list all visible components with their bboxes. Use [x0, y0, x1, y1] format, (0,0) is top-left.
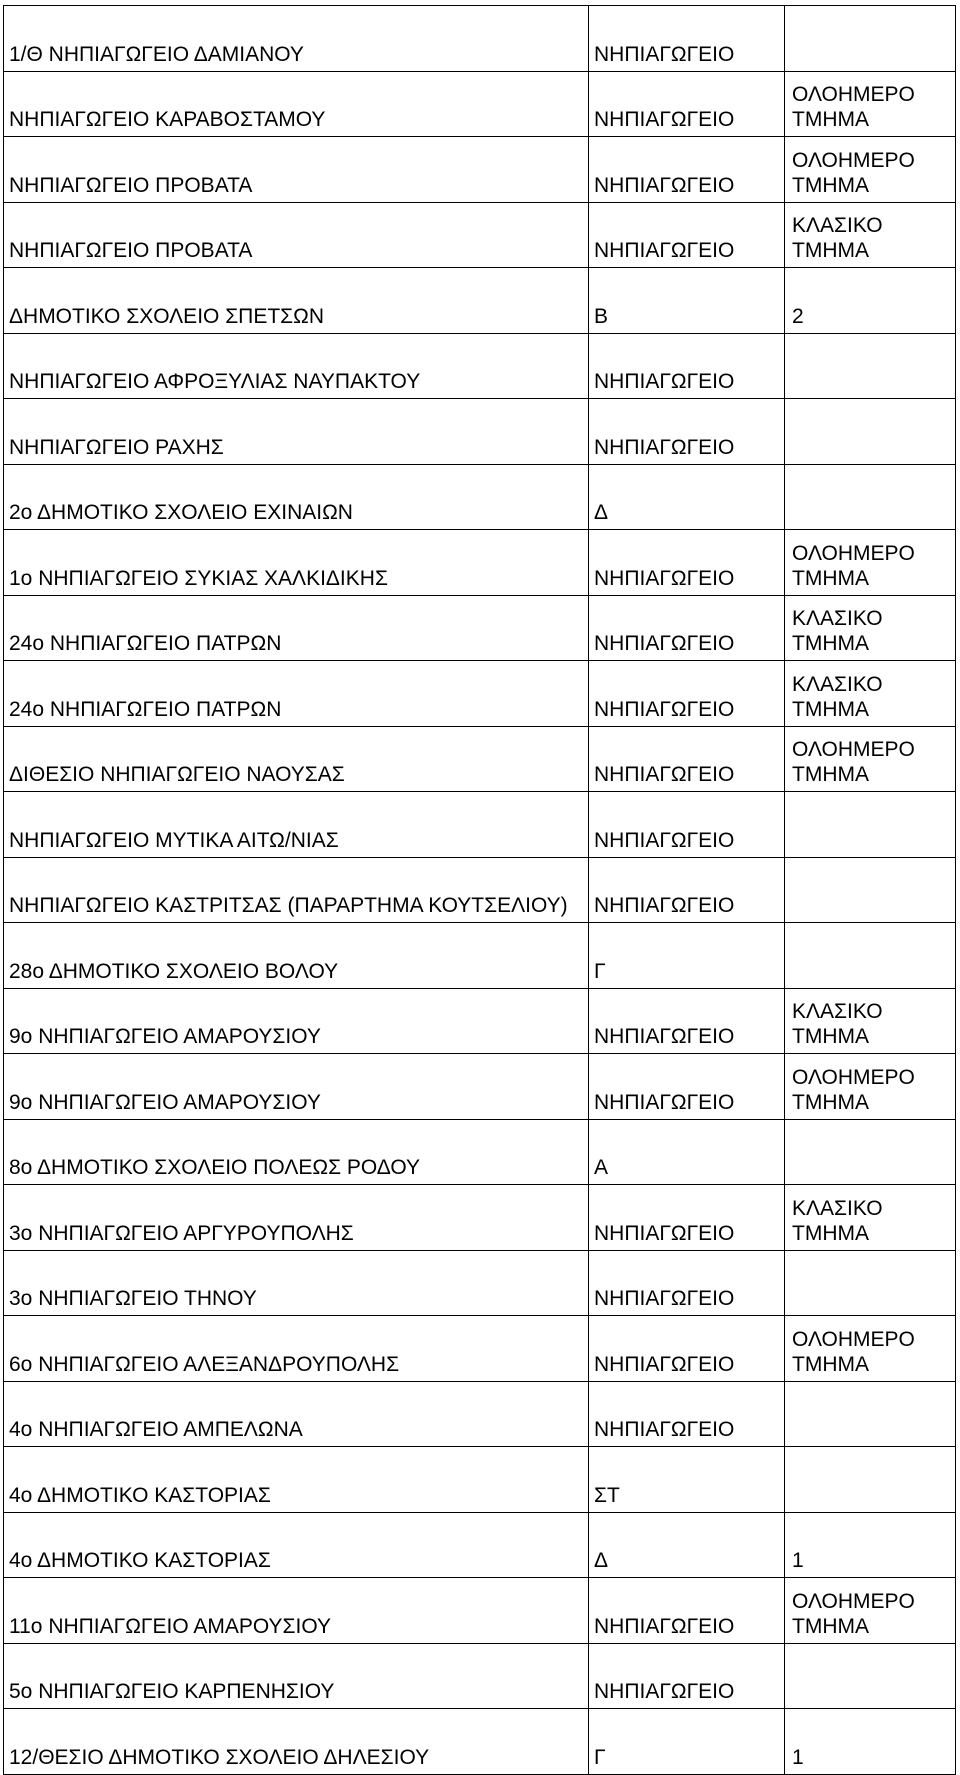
section-cell: [785, 1381, 956, 1447]
table-row: [4, 530, 956, 596]
class-cell: ΝΗΠΙΑΓΩΓΕΙΟ: [589, 399, 785, 465]
section-cell: [785, 333, 956, 399]
school-name-cell: 24ο ΝΗΠΙΑΓΩΓΕΙΟ ΠΑΤΡΩΝ: [4, 595, 589, 661]
section-cell: [785, 857, 956, 923]
school-name-cell: ΝΗΠΙΑΓΩΓΕΙΟ ΚΑΡΑΒΟΣΤΑΜΟΥ: [4, 71, 589, 137]
section-cell: ΚΛΑΣΙΚΟ ΤΜΗΜΑ: [785, 1185, 956, 1251]
section-cell: ΟΛΟΗΜΕΡΟ ΤΜΗΜΑ: [785, 137, 956, 203]
section-cell: ΟΛΟΗΜΕΡΟ ΤΜΗΜΑ: [785, 1054, 956, 1120]
table-row: [4, 1054, 956, 1120]
class-cell: Δ: [589, 464, 785, 530]
section-cell: ΚΛΑΣΙΚΟ ΤΜΗΜΑ: [785, 202, 956, 268]
section-cell: 1: [785, 1709, 956, 1775]
section-cell: [785, 399, 956, 465]
class-cell: ΣΤ: [589, 1447, 785, 1513]
class-cell: ΝΗΠΙΑΓΩΓΕΙΟ: [589, 1054, 785, 1120]
class-cell: ΝΗΠΙΑΓΩΓΕΙΟ: [589, 137, 785, 203]
table-row: [4, 1578, 956, 1644]
school-name-cell: 1ο ΝΗΠΙΑΓΩΓΕΙΟ ΣΥΚΙΑΣ ΧΑΛΚΙΔΙΚΗΣ: [4, 530, 589, 596]
class-cell: ΝΗΠΙΑΓΩΓΕΙΟ: [589, 530, 785, 596]
class-cell: ΝΗΠΙΑΓΩΓΕΙΟ: [589, 1250, 785, 1316]
table-row: [4, 71, 956, 137]
table-row: [4, 1250, 956, 1316]
table-row: [4, 1447, 956, 1513]
table-row: [4, 137, 956, 203]
table-row: [4, 923, 956, 989]
school-name-cell: 4ο ΝΗΠΙΑΓΩΓΕΙΟ ΑΜΠΕΛΩΝΑ: [4, 1381, 589, 1447]
class-cell: Α: [589, 1119, 785, 1185]
section-cell: [785, 1447, 956, 1513]
school-name-cell: 9ο ΝΗΠΙΑΓΩΓΕΙΟ ΑΜΑΡΟΥΣΙΟΥ: [4, 1054, 589, 1120]
section-cell: [785, 1250, 956, 1316]
table-row: [4, 661, 956, 727]
class-cell: Γ: [589, 923, 785, 989]
school-name-cell: ΝΗΠΙΑΓΩΓΕΙΟ ΠΡΟΒΑΤΑ: [4, 202, 589, 268]
class-cell: ΝΗΠΙΑΓΩΓΕΙΟ: [589, 857, 785, 923]
school-name-cell: 11ο ΝΗΠΙΑΓΩΓΕΙΟ ΑΜΑΡΟΥΣΙΟΥ: [4, 1578, 589, 1644]
school-name-cell: 3ο ΝΗΠΙΑΓΩΓΕΙΟ ΑΡΓΥΡΟΥΠΟΛΗΣ: [4, 1185, 589, 1251]
school-name-cell: ΝΗΠΙΑΓΩΓΕΙΟ ΜΥΤΙΚΑ ΑΙΤΩ/ΝΙΑΣ: [4, 792, 589, 858]
table-row: [4, 399, 956, 465]
table-row: [4, 1709, 956, 1775]
section-cell: ΟΛΟΗΜΕΡΟ ΤΜΗΜΑ: [785, 1316, 956, 1382]
school-name-cell: 4ο ΔΗΜΟΤΙΚΟ ΚΑΣΤΟΡΙΑΣ: [4, 1447, 589, 1513]
table-row: [4, 1512, 956, 1578]
school-name-cell: ΝΗΠΙΑΓΩΓΕΙΟ ΑΦΡΟΞΥΛΙΑΣ ΝΑΥΠΑΚΤΟΥ: [4, 333, 589, 399]
table-row: [4, 726, 956, 792]
table-row: [4, 792, 956, 858]
school-name-cell: 6ο ΝΗΠΙΑΓΩΓΕΙΟ ΑΛΕΞΑΝΔΡΟΥΠΟΛΗΣ: [4, 1316, 589, 1382]
class-cell: ΝΗΠΙΑΓΩΓΕΙΟ: [589, 988, 785, 1054]
table-row: [4, 464, 956, 530]
class-cell: ΝΗΠΙΑΓΩΓΕΙΟ: [589, 595, 785, 661]
table-row: [4, 202, 956, 268]
section-cell: ΟΛΟΗΜΕΡΟ ΤΜΗΜΑ: [785, 71, 956, 137]
school-name-cell: 28ο ΔΗΜΟΤΙΚΟ ΣΧΟΛΕΙΟ ΒΟΛΟΥ: [4, 923, 589, 989]
table-row: [4, 1185, 956, 1251]
school-name-cell: ΔΗΜΟΤΙΚΟ ΣΧΟΛΕΙΟ ΣΠΕΤΣΩΝ: [4, 268, 589, 334]
class-cell: ΝΗΠΙΑΓΩΓΕΙΟ: [589, 1578, 785, 1644]
school-name-cell: 5ο ΝΗΠΙΑΓΩΓΕΙΟ ΚΑΡΠΕΝΗΣΙΟΥ: [4, 1643, 589, 1709]
table-row: [4, 857, 956, 923]
class-cell: ΝΗΠΙΑΓΩΓΕΙΟ: [589, 202, 785, 268]
section-cell: 2: [785, 268, 956, 334]
section-cell: [785, 1119, 956, 1185]
section-cell: [785, 6, 956, 72]
class-cell: ΝΗΠΙΑΓΩΓΕΙΟ: [589, 726, 785, 792]
schools-table: [3, 5, 956, 1775]
school-name-cell: 12/ΘΕΣΙΟ ΔΗΜΟΤΙΚΟ ΣΧΟΛΕΙΟ ΔΗΛΕΣΙΟΥ: [4, 1709, 589, 1775]
school-name-cell: 24ο ΝΗΠΙΑΓΩΓΕΙΟ ΠΑΤΡΩΝ: [4, 661, 589, 727]
school-name-cell: ΝΗΠΙΑΓΩΓΕΙΟ ΚΑΣΤΡΙΤΣΑΣ (ΠΑΡΑΡΤΗΜΑ ΚΟΥΤΣΕΛΙΟΥ): [4, 857, 589, 923]
section-cell: ΟΛΟΗΜΕΡΟ ΤΜΗΜΑ: [785, 530, 956, 596]
section-cell: ΚΛΑΣΙΚΟ ΤΜΗΜΑ: [785, 988, 956, 1054]
section-cell: [785, 464, 956, 530]
table-row: [4, 333, 956, 399]
class-cell: ΝΗΠΙΑΓΩΓΕΙΟ: [589, 1316, 785, 1382]
class-cell: ΝΗΠΙΑΓΩΓΕΙΟ: [589, 1381, 785, 1447]
table-row: [4, 1316, 956, 1382]
school-name-cell: 8ο ΔΗΜΟΤΙΚΟ ΣΧΟΛΕΙΟ ΠΟΛΕΩΣ ΡΟΔΟΥ: [4, 1119, 589, 1185]
school-name-cell: 2ο ΔΗΜΟΤΙΚΟ ΣΧΟΛΕΙΟ ΕΧΙΝΑΙΩΝ: [4, 464, 589, 530]
school-name-cell: 9ο ΝΗΠΙΑΓΩΓΕΙΟ ΑΜΑΡΟΥΣΙΟΥ: [4, 988, 589, 1054]
table-row: [4, 1381, 956, 1447]
table-row: [4, 988, 956, 1054]
table-row: [4, 1119, 956, 1185]
class-cell: ΝΗΠΙΑΓΩΓΕΙΟ: [589, 71, 785, 137]
section-cell: 1: [785, 1512, 956, 1578]
section-cell: [785, 1643, 956, 1709]
table-row: [4, 595, 956, 661]
class-cell: Β: [589, 268, 785, 334]
class-cell: Δ: [589, 1512, 785, 1578]
class-cell: ΝΗΠΙΑΓΩΓΕΙΟ: [589, 1643, 785, 1709]
schools-table-body: [4, 6, 956, 1775]
school-name-cell: ΝΗΠΙΑΓΩΓΕΙΟ ΡΑΧΗΣ: [4, 399, 589, 465]
class-cell: ΝΗΠΙΑΓΩΓΕΙΟ: [589, 792, 785, 858]
section-cell: [785, 923, 956, 989]
class-cell: Γ: [589, 1709, 785, 1775]
school-name-cell: 1/Θ ΝΗΠΙΑΓΩΓΕΙΟ ΔΑΜΙΑΝΟΥ: [4, 6, 589, 72]
school-name-cell: 4ο ΔΗΜΟΤΙΚΟ ΚΑΣΤΟΡΙΑΣ: [4, 1512, 589, 1578]
class-cell: ΝΗΠΙΑΓΩΓΕΙΟ: [589, 661, 785, 727]
section-cell: ΟΛΟΗΜΕΡΟ ΤΜΗΜΑ: [785, 1578, 956, 1644]
school-name-cell: 3ο ΝΗΠΙΑΓΩΓΕΙΟ ΤΗΝΟΥ: [4, 1250, 589, 1316]
table-row: [4, 1643, 956, 1709]
school-name-cell: ΝΗΠΙΑΓΩΓΕΙΟ ΠΡΟΒΑΤΑ: [4, 137, 589, 203]
section-cell: ΚΛΑΣΙΚΟ ΤΜΗΜΑ: [785, 595, 956, 661]
section-cell: ΟΛΟΗΜΕΡΟ ΤΜΗΜΑ: [785, 726, 956, 792]
class-cell: ΝΗΠΙΑΓΩΓΕΙΟ: [589, 1185, 785, 1251]
section-cell: ΚΛΑΣΙΚΟ ΤΜΗΜΑ: [785, 661, 956, 727]
school-name-cell: ΔΙΘΕΣΙΟ ΝΗΠΙΑΓΩΓΕΙΟ ΝΑΟΥΣΑΣ: [4, 726, 589, 792]
table-row: [4, 6, 956, 72]
class-cell: ΝΗΠΙΑΓΩΓΕΙΟ: [589, 6, 785, 72]
table-row: [4, 268, 956, 334]
class-cell: ΝΗΠΙΑΓΩΓΕΙΟ: [589, 333, 785, 399]
section-cell: [785, 792, 956, 858]
